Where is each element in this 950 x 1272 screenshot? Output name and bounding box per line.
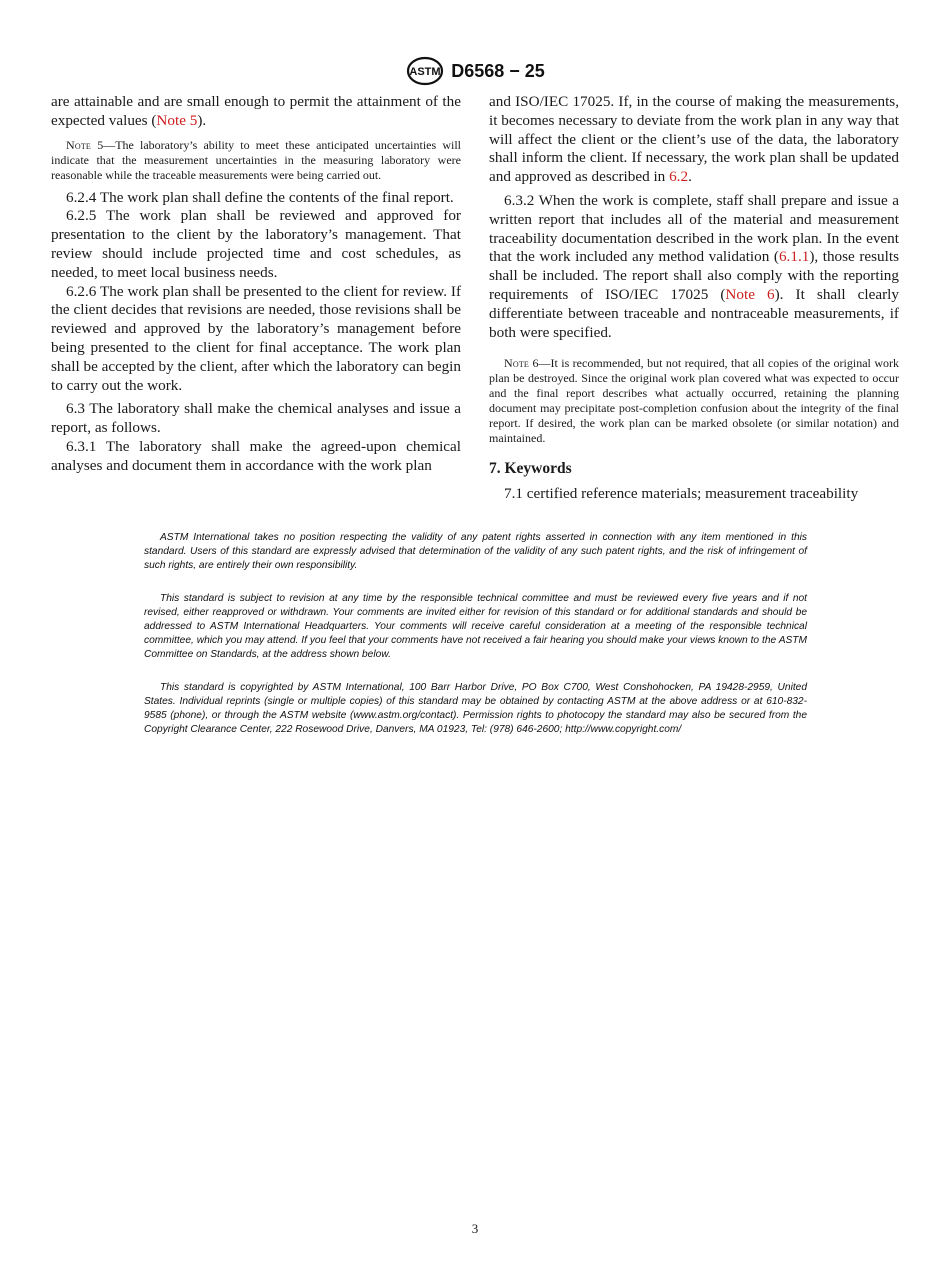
revision-notice: This standard is subject to revision at any time by the responsible technical committee and must be reviewed every five years and if not revised, either reapproved or withdrawn. Your comments are invited either for revision of this standard or for additional standards and should be addressed to ASTM International Headquarters. Your comments will receive careful consideration at a meeting of the responsible technical committee, which you may attend. If you feel that your comments have not received a fair hearing you should make your views known to the ASTM Committee on Standards, at the address shown below.	[144, 593, 807, 660]
section-6-3: 6.3 The laboratory shall make the chemical analyses and issue a report, as follows.	[51, 400, 461, 437]
section-6-3-1: 6.3.1 The laboratory shall make the agreed-upon chemical analyses and document them in accordance with the work plan	[51, 437, 461, 474]
right-column	[489, 93, 899, 504]
page-header	[0, 56, 950, 86]
svg-text:ASTM: ASTM	[409, 66, 441, 78]
left-column	[51, 93, 461, 476]
section-7-1: 7.1 certified reference materials; measurement traceability	[504, 485, 859, 503]
section-6-1-1-link[interactable]: 6.1.1	[778, 248, 810, 266]
section-6-2-4: 6.2.4 The work plan shall define the contents of the final report.	[66, 188, 454, 206]
patent-notice: ASTM International takes no position respecting the validity of any patent rights asserted in connection with any item mentioned in this standard. Users of this standard are expressly advised that determination of the validity of any such patent rights, and the risk of infringement of such rights, are entirely their own responsibility.	[144, 532, 807, 571]
keywords-heading: 7. Keywords	[489, 460, 572, 478]
designation: D6568 − 25	[451, 60, 545, 81]
note-5: Note 5—The laboratory’s ability to meet these anticipated uncertainties will indicate that the measurement uncertainties in the measuring laboratory were reasonable while the traceable measurements were being carried out.	[51, 137, 461, 182]
paragraph-continuation: are attainable and are small enough to permit the attainment of the expected values (Note 5).	[51, 93, 461, 129]
section-6-3-2: 6.3.2 When the work is complete, staff shall prepare and issue a written report that includes all of the material and measurement traceability documentation described in the work plan. In the event that the work included any method validation (6.1.1), those results shall be included. The report shall also comply with the reporting requirements of ISO/IEC 17025 (Note 6). It shall clearly differentiate between traceable and nontraceable measurements, if both were specified.	[489, 191, 899, 341]
astm-logo-icon	[405, 56, 445, 86]
section-6-2-link[interactable]: 6.2	[669, 168, 689, 186]
paragraph-continuation: and ISO/IEC 17025. If, in the course of making the measurements, it becomes necessary to deviate from the work plan in any way that will affect the client or the client’s use of the data, the laboratory shall inform the client. If necessary, the work plan shall be updated and approved as described in 6.2.	[489, 93, 899, 186]
note-6: Note 6—It is recommended, but not required, that all copies of the original work plan be destroyed. Since the original work plan covered what was expected to occur and the final report describes what actually occurred, retaining the planning document may precipitate post-completion confusion about the integrity of the final report. If desired, the work plan can be marked obsolete (or similar notation) and maintained.	[489, 356, 899, 446]
note-6-link[interactable]: Note 6	[725, 285, 775, 303]
section-6-2-5: 6.2.5 The work plan shall be reviewed and approved for presentation to the client by the laboratory’s management. That review should include projected time and cost schedules, as needed, to meet local business needs.	[51, 207, 461, 281]
section-6-2-6: 6.2.6 The work plan shall be presented to the client for review. If the client decides that revisions are needed, those revisions shall be reviewed and approved by the laboratory’s management before being presented to the client for final acceptance. The work plan shall be accepted by the client, after which the laboratory can begin to carry out the work.	[51, 282, 461, 394]
page-number: 3	[471, 1221, 479, 1236]
note-5-link[interactable]: Note 5	[156, 111, 198, 129]
copyright-notice: This standard is copyrighted by ASTM International, 100 Barr Harbor Drive, PO Box C700, West Conshohocken, PA 19428-2959, United States. Individual reprints (single or multiple copies) of this standard may be obtained by contacting ASTM at the above address or at 610-832-9585 (phone), or through the ASTM website (www.astm.org/contact). Permission rights to photocopy the standard may also be secured from the Copyright Clearance Center, 222 Rosewood Drive, Danvers, MA 01923, Tel: (978) 646-2600; http://www.copyright.com/	[144, 682, 807, 735]
